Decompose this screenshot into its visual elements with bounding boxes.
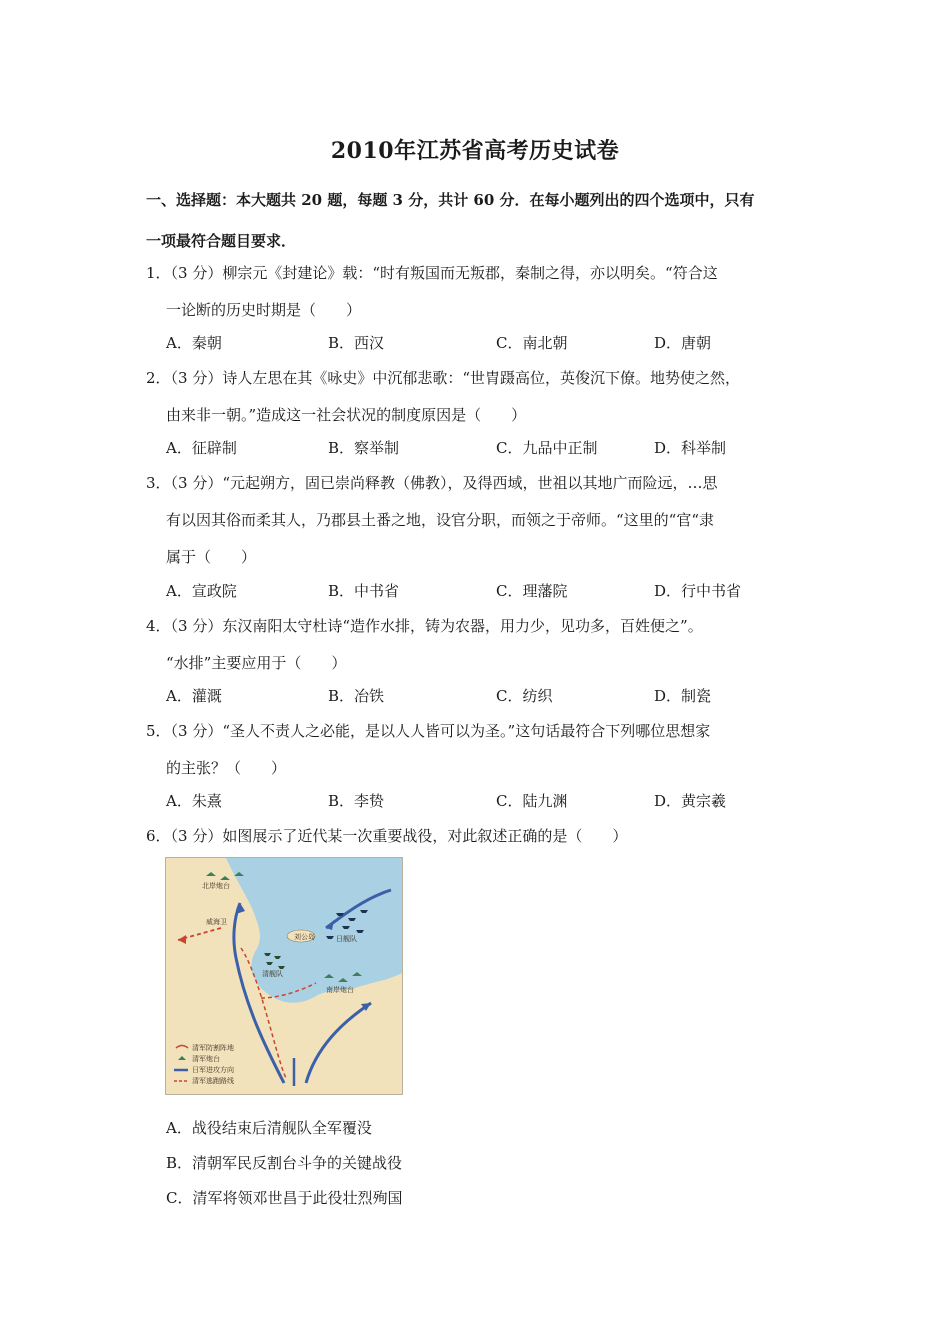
- map-label-liugong: 刘公岛: [294, 933, 315, 941]
- question-5-option-b[interactable]: B．李贽: [328, 792, 385, 810]
- section-heading-line1: 一、选择题：本大题共 20 题，每题 3 分，共计 60 分．在每小题列出的四个选项中，只有: [146, 191, 755, 209]
- question-3-line-3: 属于（ ）: [166, 548, 257, 566]
- question-4-line-1: 4．（3 分）东汉南阳太守杜诗“造作水排，铸为农器，用力少，见功多，百姓便之”。: [146, 617, 703, 635]
- question-3-option-d[interactable]: D．行中书省: [654, 582, 742, 600]
- question-2-line-1: 2．（3 分）诗人左思在其《咏史》中沉郁悲歌：“世胄蹑高位，英俊沉下僚。地势使之然，: [146, 369, 741, 387]
- legend-label-fort: 清军炮台: [192, 1055, 220, 1063]
- map-label-jp-fleet: 日舰队: [336, 935, 357, 943]
- question-6-option-a[interactable]: A．战役结束后清舰队全军覆没: [166, 1119, 372, 1137]
- battle-map: [165, 857, 403, 1095]
- question-3-option-b[interactable]: B．中书省: [328, 582, 400, 600]
- question-4-option-a[interactable]: A．灌溉: [166, 687, 222, 705]
- question-1-option-a[interactable]: A．秦朝: [166, 334, 222, 352]
- question-4-option-d[interactable]: D．制瓷: [654, 687, 712, 705]
- question-6-option-b[interactable]: B．清朝军民反割台斗争的关键战役: [166, 1154, 403, 1172]
- question-2-option-c[interactable]: C．九品中正制: [496, 439, 598, 457]
- question-2-option-d[interactable]: D．科举制: [654, 439, 727, 457]
- question-5-line-2: 的主张？（ ）: [166, 759, 287, 777]
- legend-label-attack: 日军进攻方向: [192, 1066, 234, 1074]
- question-5-option-d[interactable]: D．黄宗羲: [654, 792, 727, 810]
- question-3-line-2: 有以因其俗而柔其人，乃郡县土番之地，设官分职，而领之于帝师。“这里的“官“隶: [166, 511, 715, 529]
- question-5-option-a[interactable]: A．朱熹: [166, 792, 222, 810]
- page-title: 2010年江苏省高考历史试卷: [330, 138, 620, 164]
- battle-map-svg: [166, 858, 402, 1094]
- question-2-option-a[interactable]: A．征辟制: [166, 439, 237, 457]
- question-1-option-b[interactable]: B．西汉: [328, 334, 385, 352]
- question-3-option-c[interactable]: C．理藩院: [496, 582, 568, 600]
- question-6-line-1: 6．（3 分）如图展示了近代某一次重要战役，对此叙述正确的是（ ）: [146, 827, 628, 845]
- map-label-qing-fleet: 清舰队: [262, 970, 283, 978]
- map-label-south-fort: 南岸炮台: [326, 986, 354, 994]
- map-label-weihaiwei: 威海卫: [206, 918, 227, 926]
- legend-label-defense: 清军防割阵地: [192, 1044, 234, 1052]
- legend-label-retreat: 清军逃跑路线: [192, 1077, 234, 1085]
- question-3-option-a[interactable]: A．宣政院: [166, 582, 237, 600]
- question-4-option-c[interactable]: C．纺织: [496, 687, 553, 705]
- question-4-line-2: “水排”主要应用于（ ）: [166, 654, 347, 672]
- question-5-option-c[interactable]: C．陆九渊: [496, 792, 568, 810]
- question-1-option-d[interactable]: D．唐朝: [654, 334, 712, 352]
- question-1-line-1: 1．（3 分）柳宗元《封建论》载：“时有叛国而无叛郡，秦制之得，亦以明矣。“符合这: [146, 264, 718, 282]
- map-label-north-fort: 北岸炮台: [202, 882, 230, 890]
- question-1-line-2: 一论断的历史时期是（ ）: [166, 301, 362, 319]
- question-1-option-c[interactable]: C．南北朝: [496, 334, 568, 352]
- question-5-line-1: 5．（3 分）“圣人不责人之必能，是以人人皆可以为圣。”这句话最符合下列哪位思想家: [146, 722, 711, 740]
- section-heading-line2: 一项最符合题目要求．: [146, 232, 297, 250]
- question-2-option-b[interactable]: B．察举制: [328, 439, 400, 457]
- question-3-line-1: 3．（3 分）“元起朔方，固已崇尚释教（佛教），及得西域，世祖以其地广而险远，…思: [146, 474, 718, 492]
- question-4-option-b[interactable]: B．冶铁: [328, 687, 385, 705]
- question-2-line-2: 由来非一朝。”造成这一社会状况的制度原因是（ ）: [166, 406, 527, 424]
- question-6-option-c[interactable]: C．清军将领邓世昌于此役壮烈殉国: [166, 1189, 403, 1207]
